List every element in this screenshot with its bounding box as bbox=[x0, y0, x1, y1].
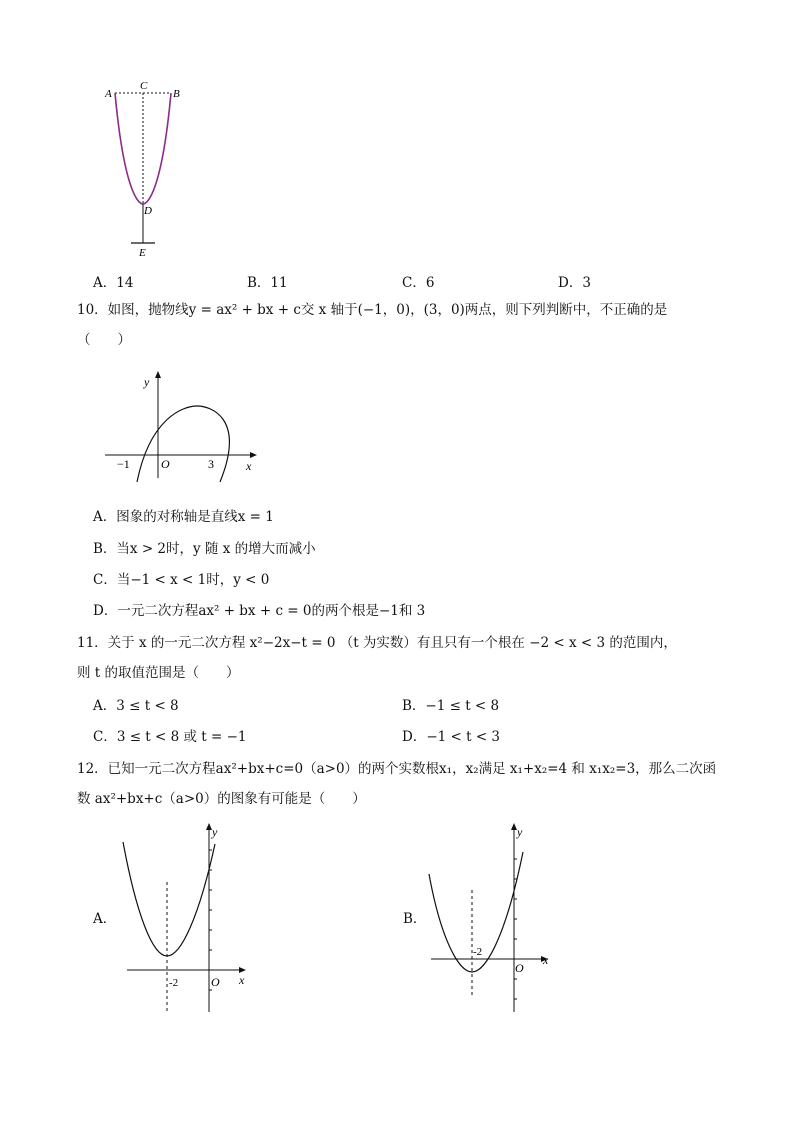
q11-stem-line1: 11．关于 x 的一元二次方程 x²−2x−t = 0 （t 为实数）有且只有一个根在 −2 < x < 3 的范围内， bbox=[77, 635, 677, 651]
q12-graph-a bbox=[115, 822, 265, 1017]
q11-option-d: D．−1 < t < 3 bbox=[402, 729, 501, 745]
q10-stem-line1: 10．如图，抛物线y = ax² + bx + c交 x 轴于(−1，0)，(3，0)两点，则下列判断中，不正确的是 bbox=[77, 302, 668, 318]
q10-graph bbox=[100, 370, 270, 485]
q9-label-a: A bbox=[105, 88, 112, 100]
q10-origin-label: O bbox=[161, 457, 170, 471]
q11-stem-line2: 则 t 的取值范围是（ ） bbox=[77, 665, 240, 681]
q9-label-c: C bbox=[140, 80, 148, 92]
q9-figure bbox=[100, 80, 200, 260]
q10-option-c: C．当−1 < x < 1时，y < 0 bbox=[93, 572, 270, 588]
q9-option-d: D．3 bbox=[558, 275, 591, 291]
q10-x-label: x bbox=[246, 459, 252, 473]
q12-stem-line2: 数 ax²+bx+c（a>0）的图象有可能是（ ） bbox=[77, 791, 366, 807]
q12a-origin-label: O bbox=[211, 975, 220, 989]
q12b-y-label: y bbox=[517, 825, 523, 839]
q9-label-e: E bbox=[139, 247, 146, 259]
q10-option-d: D．一元二次方程ax² + bx + c = 0的两个根是−1和 3 bbox=[93, 603, 426, 619]
q11-option-b: B．−1 ≤ t < 8 bbox=[402, 698, 500, 714]
q12a-tick-label: -2 bbox=[169, 977, 179, 989]
q12-option-b-label: B． bbox=[403, 911, 427, 927]
q12-stem-line1: 12．已知一元二次方程ax²+bx+c=0（a>0）的两个实数根x₁，x₂满足 x₁+x₂=4 和 x₁x₂=3，那么二次函 bbox=[77, 761, 717, 777]
q10-x-arrow bbox=[250, 452, 257, 458]
q10-option-a: A．图象的对称轴是直线x = 1 bbox=[93, 509, 274, 525]
q10-stem-line2: （ ） bbox=[77, 332, 131, 348]
q12b-x-label: x bbox=[543, 953, 549, 967]
q10-tick-neg1: −1 bbox=[117, 457, 130, 471]
q12a-parabola bbox=[123, 842, 215, 956]
q10-option-b: B．当x > 2时，y 随 x 的增大而减小 bbox=[93, 541, 316, 557]
q12a-x-label: x bbox=[239, 973, 245, 987]
q9-option-a: A．14 bbox=[93, 275, 134, 291]
q12b-origin-label: O bbox=[515, 961, 524, 975]
q9-label-d: D bbox=[144, 205, 152, 217]
q9-option-c: C．6 bbox=[402, 275, 435, 291]
q12-graph-b bbox=[425, 822, 565, 1017]
q10-y-label: y bbox=[144, 375, 150, 389]
q11-option-c: C．3 ≤ t < 8 或 t = −1 bbox=[93, 729, 247, 745]
q10-y-arrow bbox=[155, 371, 161, 378]
q9-option-b: B．11 bbox=[247, 275, 288, 291]
q10-tick-3: 3 bbox=[208, 457, 214, 471]
q12b-tick-label: -2 bbox=[473, 946, 483, 958]
q11-option-a: A．3 ≤ t < 8 bbox=[93, 698, 179, 714]
q12-option-a-label: A． bbox=[93, 911, 117, 927]
q10-parabola bbox=[137, 406, 229, 482]
q9-label-b: B bbox=[173, 88, 180, 100]
q12a-y-label: y bbox=[212, 825, 218, 839]
